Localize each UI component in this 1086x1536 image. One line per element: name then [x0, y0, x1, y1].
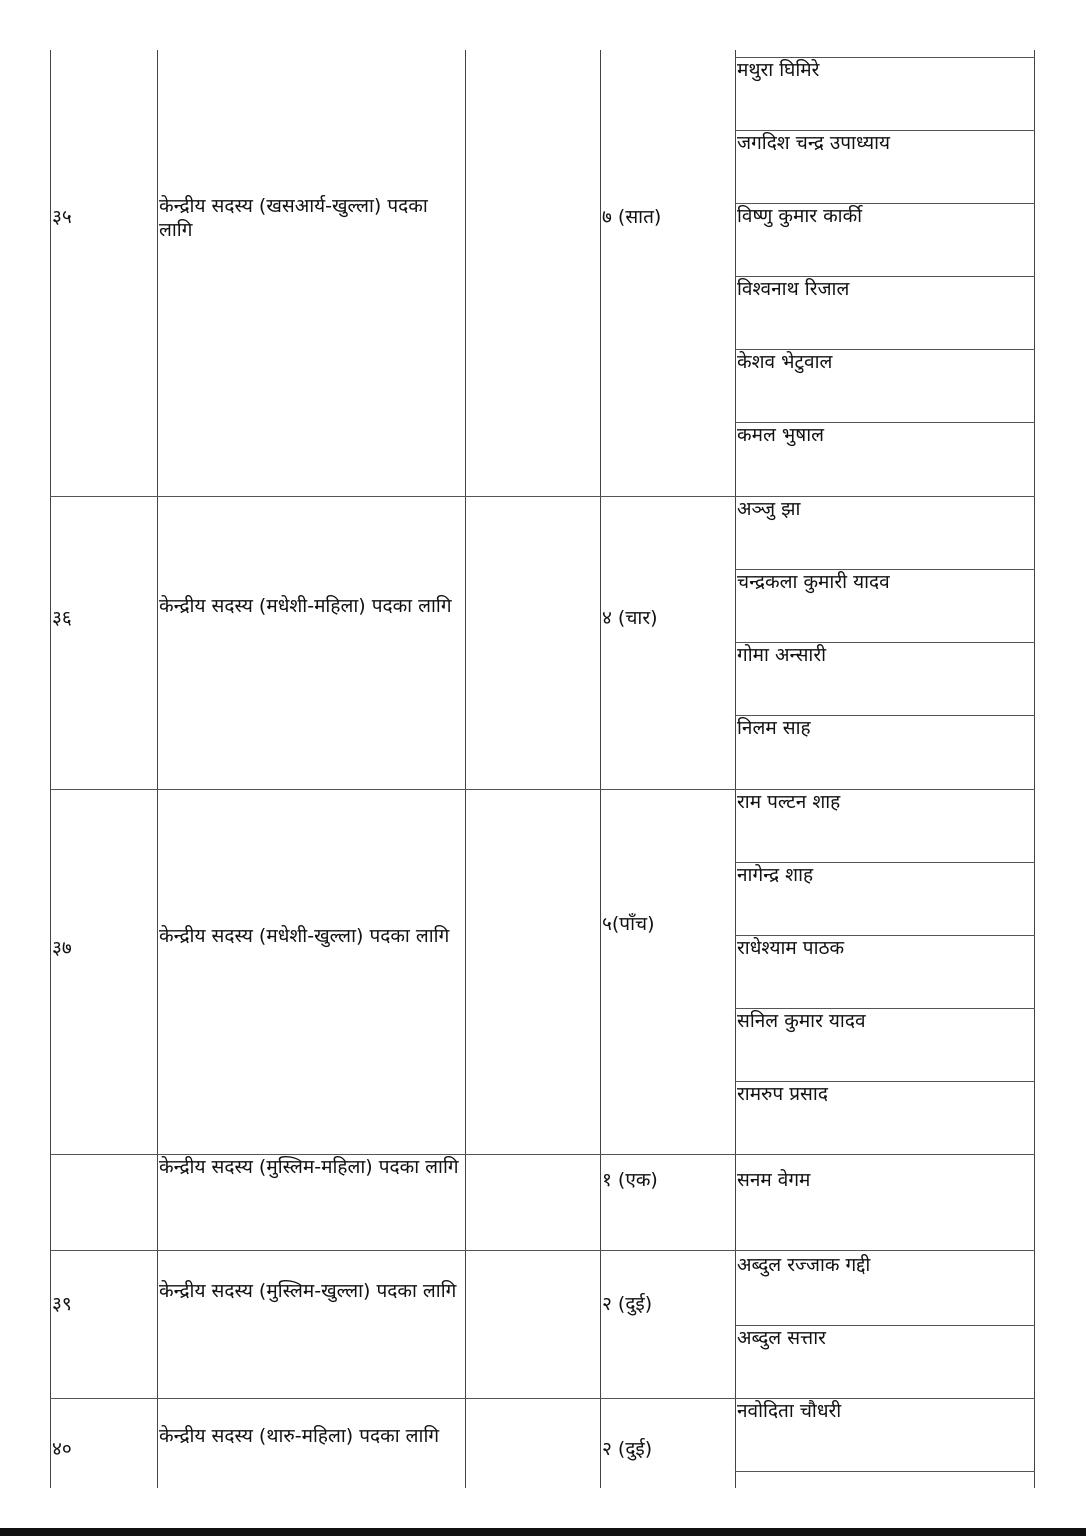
- candidate-name: विश्वनाथ रिजाल: [737, 278, 850, 300]
- col-border-blank: [600, 50, 601, 1488]
- candidate-name: चन्द्रकला कुमारी यादव: [737, 571, 890, 593]
- row-separator: [50, 496, 1035, 497]
- col-border-count: [735, 50, 736, 1488]
- row-count: २ (दुई): [602, 1293, 653, 1315]
- row-count: ४ (चार): [602, 607, 658, 629]
- row-post-title: केन्द्रीय सदस्य (मुस्लिम-महिला) पदका लागि: [159, 1156, 459, 1178]
- row-count: २ (दुई): [602, 1438, 653, 1460]
- row-serial: ४०: [52, 1438, 72, 1460]
- candidate-name: केशव भेटुवाल: [737, 351, 833, 373]
- row-separator: [50, 1250, 1035, 1251]
- row-serial: ३९: [52, 1293, 72, 1315]
- candidate-name: राधेश्याम पाठक: [737, 937, 845, 959]
- row-post-title: केन्द्रीय सदस्य (मधेशी-खुल्ला) पदका लागि: [159, 925, 450, 947]
- candidate-name: गोमा अन्सारी: [737, 644, 827, 666]
- page-bottom-bar: [0, 1528, 1086, 1536]
- candidate-name: जगदिश चन्द्र उपाध्याय: [737, 132, 891, 154]
- row-post-title: केन्द्रीय सदस्य (मधेशी-महिला) पदका लागि: [159, 595, 452, 617]
- row-post-title: केन्द्रीय सदस्य (खसआर्य-खुल्ला) पदका लागि: [159, 195, 428, 241]
- col-border-serial: [157, 50, 158, 1488]
- candidate-name: अञ्जु झा: [737, 498, 801, 520]
- row-separator: [50, 1398, 1035, 1399]
- col-border-post: [465, 50, 466, 1488]
- candidate-name: मथुरा घिमिरे: [737, 59, 820, 81]
- name-separator: [735, 1471, 1035, 1472]
- row-post-title: केन्द्रीय सदस्य (थारु-महिला) पदका लागि: [159, 1425, 440, 1447]
- row-separator: [50, 789, 1035, 790]
- candidate-name: विष्णु कुमार कार्की: [737, 205, 863, 227]
- candidate-name: सनम वेगम: [737, 1169, 811, 1191]
- col-border-left: [50, 50, 51, 1488]
- candidate-name: कमल भुषाल: [737, 424, 825, 446]
- candidate-name: अब्दुल रज्जाक गद्दी: [737, 1254, 871, 1276]
- candidate-name: राम पल्टन शाह: [737, 791, 841, 813]
- row-count: ५(पाँच): [602, 913, 655, 935]
- candidate-name: अब्दुल सत्तार: [737, 1327, 826, 1349]
- row-count: १ (एक): [602, 1169, 658, 1191]
- candidate-name: रामरुप प्रसाद: [737, 1083, 828, 1105]
- candidate-name: सनिल कुमार यादव: [737, 1010, 866, 1032]
- row-count: ७ (सात): [602, 206, 662, 228]
- row-serial: ३५: [52, 206, 72, 228]
- row-post-title: केन्द्रीय सदस्य (मुस्लिम-खुल्ला) पदका लागि: [159, 1280, 457, 1302]
- candidate-name: नवोदिता चौधरी: [737, 1400, 842, 1422]
- candidate-name: निलम साह: [737, 717, 811, 739]
- row-serial: ३७: [52, 937, 72, 959]
- candidate-name: नागेन्द्र शाह: [737, 864, 814, 886]
- col-border-right: [1034, 50, 1035, 1488]
- row-serial: ३६: [52, 607, 72, 629]
